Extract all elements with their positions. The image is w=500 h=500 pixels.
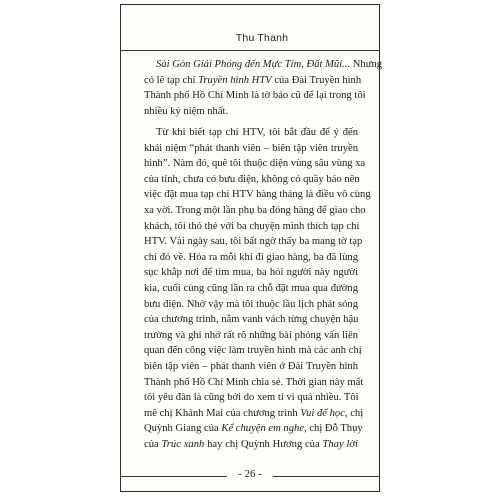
text-line: [144, 88, 366, 104]
text-line: [144, 375, 364, 391]
text-line: [144, 437, 358, 453]
text-line: [144, 219, 358, 235]
book-page: [120, 4, 383, 492]
header-rule: [121, 50, 379, 51]
page-footer: [121, 468, 379, 486]
text-run: khách, tôi thó thẻ với ba chuyện mình thích tạp chí: [144, 220, 360, 232]
text-run: quan đến công việc làm truyền hình mà các anh chị: [144, 345, 362, 357]
text-line: [144, 265, 358, 281]
text-run: HTV. Vài ngày sau, tôi bất ngờ thấy ba mang tờ tạp: [144, 236, 363, 248]
text-line: [144, 104, 358, 120]
text-line: [144, 421, 363, 437]
text-line: [144, 187, 371, 203]
text-run: của tỉnh, chưa có bưu điện, không có quầy báo nên: [144, 173, 360, 185]
text-line: [144, 250, 358, 266]
text-line: [144, 343, 362, 359]
italic-title: Thay lời: [322, 439, 358, 450]
text-run: tôi yêu đàn là cũng bởi do xem ti vi quá nhiều. Tôi: [144, 392, 359, 404]
text-run: khái niệm “phát thanh viên – biên tập viên truyền: [144, 142, 358, 154]
text-line: [144, 125, 358, 141]
text-line: [144, 73, 362, 89]
text-line: [144, 141, 358, 157]
text-run: Thành phố Hồ Chí Minh là tờ báo cũ để lại trong tôi: [144, 90, 366, 102]
text-line: [144, 281, 358, 297]
text-line: [144, 312, 358, 328]
text-run: của: [144, 439, 162, 450]
text-line: [144, 328, 358, 344]
text-line: [144, 172, 358, 188]
text-run: , chị Đỗ Thụy: [304, 423, 363, 435]
italic-title: Kể chuyện em nghe: [221, 423, 305, 435]
text-run: biên tập viên – phát thanh viên ở Đài Truyền hình: [144, 361, 358, 372]
italic-title: Vui để học: [300, 407, 345, 419]
text-run: việc đặt mua tạp chí HTV hàng tháng là điều vô cùng: [144, 189, 371, 201]
text-run: Thành phố Hồ Chí Minh chia sẻ. Thời gian này mất: [144, 376, 364, 388]
text-run: trường và ghi nhớ rất rõ những bài phỏng vấn liên: [144, 329, 358, 341]
text-line: [144, 297, 358, 313]
text-run: bưu điện. Nhờ vậy mà tôi thuộc lầu lịch phát sóng: [144, 298, 358, 310]
text-line: [144, 390, 358, 406]
text-line: [144, 359, 358, 375]
text-line: [144, 156, 366, 172]
text-run: mê chị Khánh Mai của chương trình: [144, 407, 301, 419]
text-run: Nhưng: [350, 59, 383, 70]
text-line: [144, 57, 383, 73]
italic-title: Truyền hình HTV: [198, 74, 272, 86]
text-run: kia, cuối cùng cũng lần ra chỗ đặt mua qua đường: [144, 283, 358, 294]
text-run: của chương trình, nắm vanh vách từng chuyện hậu: [144, 314, 359, 326]
footer-rule-left: [121, 476, 227, 477]
text-run: Quỳnh Giang của: [144, 423, 222, 435]
text-run: chí đó về. Hóa ra mỗi khi đi giao hàng, ba đã lùng: [144, 251, 358, 263]
text-run: , chị: [344, 407, 364, 419]
text-line: [144, 203, 366, 219]
text-line: [144, 234, 363, 250]
italic-title: Trúc xanh: [161, 439, 205, 450]
text-run: sục khắp nơi để tìm mua, ba hỏi người này người: [144, 267, 358, 279]
text-run: Từ khi biết tạp chí HTV, tôi bắt đầu để ý đến: [156, 127, 358, 138]
italic-title: Sài Gòn Giải Phóng đến Mực Tím, Đất Mũi...: [156, 59, 351, 70]
text-run: hay chị Quỳnh Hương của: [204, 439, 323, 450]
running-header: Thu Thanh: [235, 32, 289, 44]
page-number: - 26 -: [238, 468, 262, 480]
text-run: nhiều kỷ niệm nhất.: [144, 105, 229, 117]
text-run: xa vời. Trong một lần phụ ba đóng hàng để giao cho: [144, 205, 366, 216]
text-run: của Đài Truyền hình: [271, 74, 362, 86]
text-run: hình”. Nàm đó, quê tôi thuộc diện vùng sâu vùng xa: [144, 158, 366, 170]
text-line: [144, 406, 364, 422]
footer-rule-right: [273, 476, 379, 477]
text-run: có lẽ tạp chí: [144, 74, 199, 86]
